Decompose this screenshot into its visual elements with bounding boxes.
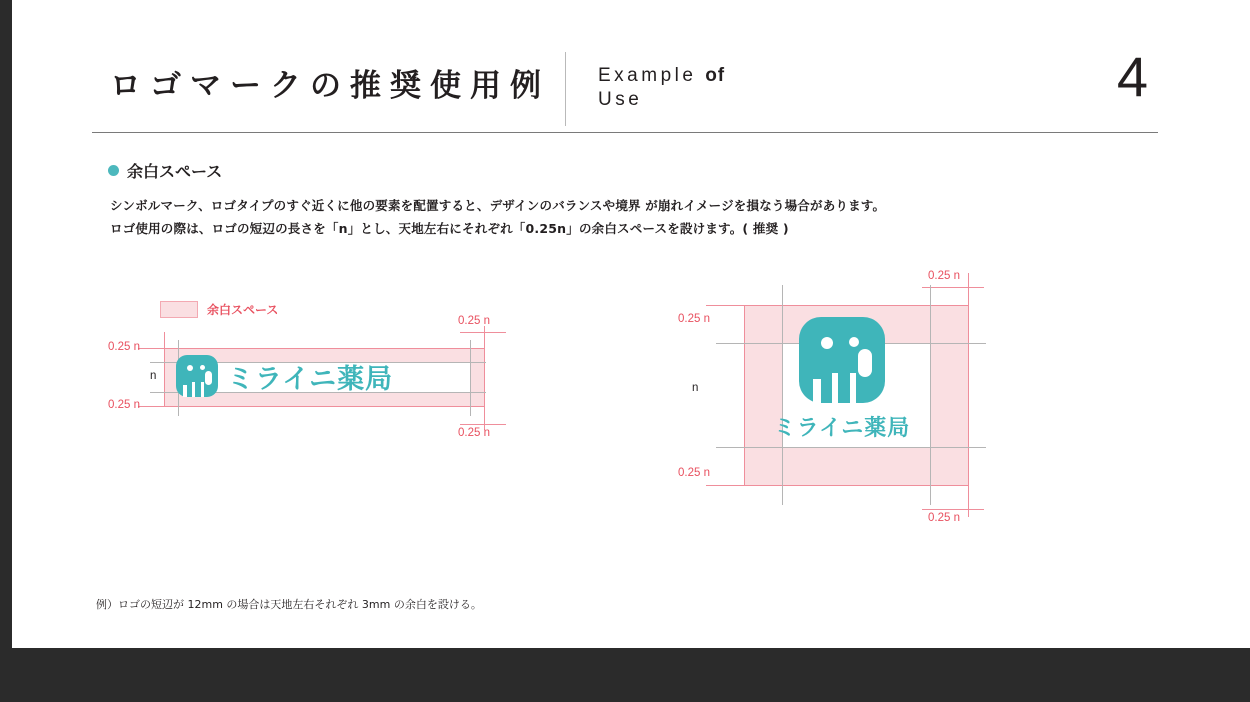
dim-label-left-top-h: 0.25 n [108,341,140,353]
legend-swatch [160,301,198,318]
logo-lockup-horizontal [176,354,424,398]
dim-label-top-right-h: 0.25 n [458,315,490,327]
clearspace-outer-top-h [164,348,484,349]
clearspace-outer-top-v [744,305,968,306]
footnote: 例）ロゴの短辺が 12mm の場合は天地左右それぞれ 3mm の余白を設ける。 [96,598,482,611]
legend-label: 余白スペース [207,303,279,317]
header-rule [92,132,1158,133]
guide-ext-bottom-horizontal-v [922,509,984,510]
page-title-en [598,64,725,112]
guide-ext-top-right-horizontal-h [460,332,506,333]
inner-guide-right-h [470,340,471,416]
legend [160,301,278,318]
guide-ext-left-top-v [706,305,744,306]
dim-label-bottom-v: 0.25 n [928,512,960,524]
page-number: 4 [1116,45,1148,108]
left-accent-rail [0,0,12,702]
clearspace-outer-left-h [164,348,165,407]
dim-label-left-n-v: n [692,382,699,394]
inner-guide-bottom-v [716,447,986,448]
guide-ext-bottom-v [968,485,969,517]
guide-ext-top-v [968,273,969,305]
guide-ext-bottom-right-horizontal-h [460,424,506,425]
clearspace-diagram-horizontal [108,315,540,470]
clearspace-outer-right-v [968,305,969,486]
guide-ext-top-horizontal-v [922,287,984,288]
clearspace-diagram-vertical [660,265,1000,535]
page-header [92,45,1160,132]
clearspace-outer-bottom-h [164,406,484,407]
logo-wordmark: ミライニ薬局 [227,363,394,395]
dim-label-top-v: 0.25 n [928,270,960,282]
title-divider [565,52,566,126]
dim-label-bottom-right-h: 0.25 n [458,427,490,439]
page-title-ja: ロゴマークの推奨使用例 [110,68,550,104]
logo-wordmark: ミライニ薬局 [773,416,911,441]
guide-ext-left-bottom-v [706,485,744,486]
dim-label-left-top-v: 0.25 n [678,313,710,325]
guide-ext-left-h [138,348,164,349]
elephant-mark-icon [176,355,218,397]
page-title-en-line2: Use [598,89,643,110]
inner-guide-right-v [930,285,931,505]
logo-lockup-vertical [772,317,912,445]
dim-label-left-n-h: n [150,370,157,382]
body-paragraph-line-1: シンボルマーク、ロゴタイプのすぐ近くに他の要素を配置すると、デザインのバランスや境界 が崩れイメージを損なう場合があります。 [110,198,886,213]
elephant-mark-icon [799,317,885,403]
bottom-accent-bar [0,648,1250,702]
clearspace-outer-bottom-v [744,485,968,486]
dim-label-left-bottom-v: 0.25 n [678,467,710,479]
guide-ext-top-left-h [164,332,165,348]
page-title-en-line1-light: Example [598,65,706,86]
page-title-en-line1-bold: of [705,65,726,86]
guide-ext-top-right-h [484,326,485,348]
clearspace-outer-left-v [744,305,745,486]
clearspace-outer-right-h [484,348,485,407]
section-heading [108,159,222,182]
dim-label-left-bottom-h: 0.25 n [108,399,140,411]
bullet-dot-icon [108,165,119,176]
guide-ext-left-2-h [138,406,164,407]
section-heading-label: 余白スペース [127,162,223,181]
body-paragraph-line-2: ロゴ使用の際は、ロゴの短辺の長さを「n」とし、天地左右にそれぞれ「0.25n」の余白スペースを設けます。( 推奨 ) [110,221,789,236]
